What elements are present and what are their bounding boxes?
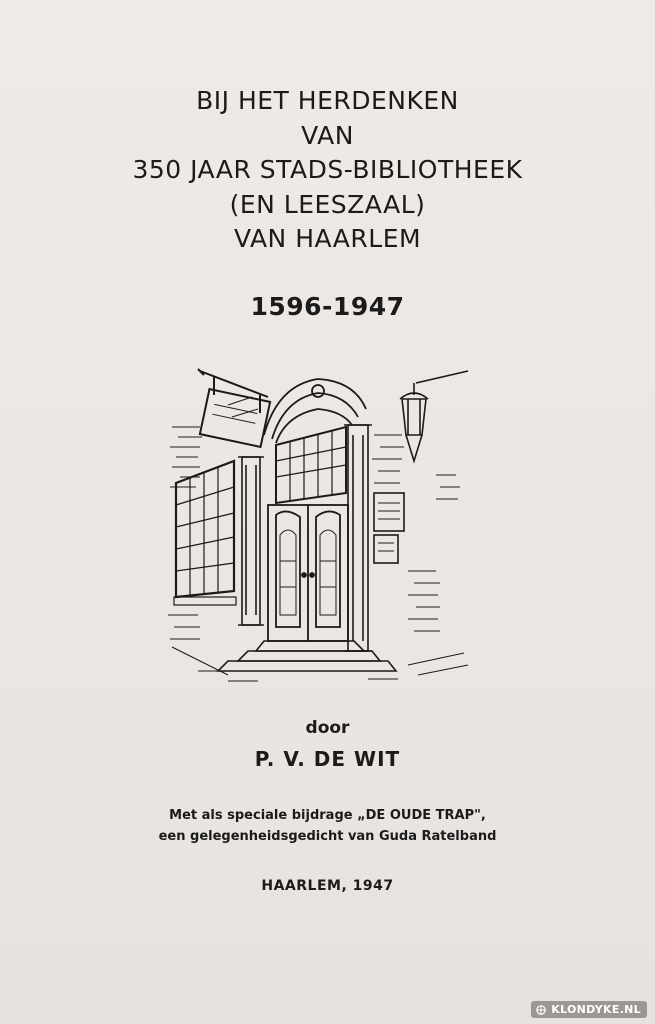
door-pillars <box>238 425 372 651</box>
place-date: HAARLEM, 1947 <box>261 878 394 894</box>
library-entrance-illustration <box>168 365 470 685</box>
years-range: 1596-1947 <box>250 292 405 321</box>
window-left <box>174 461 236 605</box>
title-block <box>0 84 655 257</box>
globe-icon <box>536 1005 546 1015</box>
watermark-text: KLONDYKE.NL <box>551 1003 641 1016</box>
entrance-steps <box>218 641 396 671</box>
title-line-2: VAN <box>301 120 354 150</box>
wall-sign <box>374 493 404 563</box>
door-pediment <box>264 379 366 443</box>
byline-door: door <box>305 718 350 738</box>
contribution-line-2: een gelegenheidsgedicht van Guda Ratelband <box>158 829 497 844</box>
watermark-badge <box>531 1001 647 1018</box>
street-pavement <box>172 647 468 681</box>
title-line-1: BIJ HET HERDENKEN <box>196 86 459 115</box>
author-name: P. V. DE WIT <box>254 747 401 771</box>
title-line-4: (EN LEESZAAL) <box>229 189 426 219</box>
brick-wall-right <box>372 435 460 631</box>
hanging-sign <box>198 369 270 447</box>
title-line-5: VAN HAARLEM <box>233 224 422 253</box>
title-line-3: 350 JAAR STADS-BIBLIOTHEEK <box>132 155 523 184</box>
street-lantern <box>400 371 468 461</box>
contribution-line-1: Met als speciale bijdrage „DE OUDE TRAP", <box>169 808 486 823</box>
double-door <box>268 505 348 641</box>
contribution-note <box>0 805 655 847</box>
transom-window <box>276 427 346 503</box>
